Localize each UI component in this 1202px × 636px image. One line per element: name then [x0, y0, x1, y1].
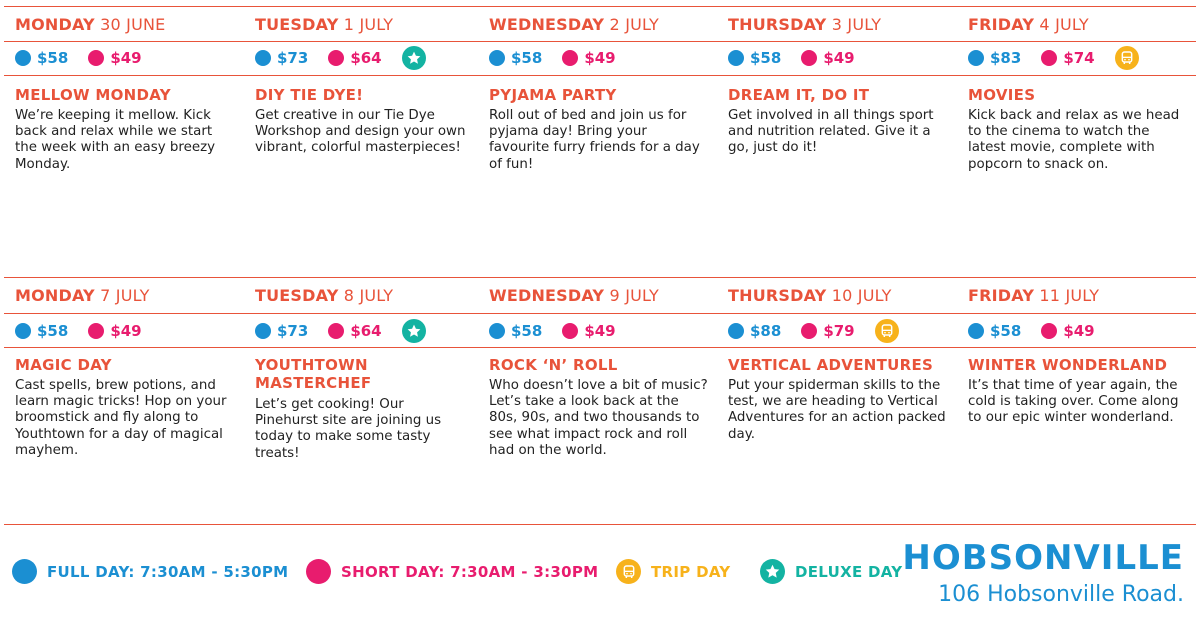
- activity-title: DREAM IT, DO IT: [728, 86, 870, 104]
- day-card: [244, 277, 478, 524]
- activity-description: Get creative in our Tie Dye Workshop and design your own vibrant, colorful masterpieces!: [255, 108, 466, 156]
- activity-description: Cast spells, brew potions, and learn magic tricks! Hop on your broomstick and fly along to Youthtown for a day of magical mayhem.: [15, 378, 227, 458]
- day-card: [717, 6, 957, 277]
- full-day-dot-icon: [489, 50, 505, 66]
- short-day-dot-icon: [328, 323, 344, 339]
- activity-title: MELLOW MONDAY: [15, 86, 171, 104]
- legend-deluxe-day: [760, 559, 902, 584]
- full-day-dot-icon: [12, 559, 37, 584]
- price-row: [255, 319, 426, 343]
- day-card: [717, 277, 957, 524]
- full-day-dot-icon: [15, 323, 31, 339]
- full-day-price: $58: [990, 322, 1022, 340]
- bus-icon: [616, 559, 641, 584]
- short-day-price: $49: [1063, 322, 1095, 340]
- day-heading: TUESDAY 1 JULY: [255, 15, 394, 34]
- week-1: [4, 6, 1196, 277]
- activity-description: Roll out of bed and join us for pyjama day! Bring your favourite furry friends for a day of fun!: [489, 108, 700, 172]
- short-day-dot-icon: [562, 323, 578, 339]
- activity-title: ROCK ‘N’ ROLL: [489, 356, 618, 374]
- activity-title: MOVIES: [968, 86, 1036, 104]
- day-heading: FRIDAY 11 JULY: [968, 286, 1100, 305]
- activity-description: We’re keeping it mellow. Kick back and relax while we start the week with an easy breezy Monday.: [15, 108, 216, 172]
- short-day-dot-icon: [1041, 50, 1057, 66]
- day-heading: TUESDAY 8 JULY: [255, 286, 394, 305]
- price-row: [255, 46, 426, 70]
- price-row: [15, 319, 162, 343]
- price-row: [728, 46, 875, 70]
- legend-full-day: [12, 559, 288, 584]
- full-day-price: $58: [750, 49, 782, 67]
- activity-description: Who doesn’t love a bit of music? Let’s take a look back at the 80s, 90s, and two thousands to see what impact rock and roll had on the world.: [489, 378, 708, 458]
- short-day-price: $64: [350, 322, 382, 340]
- day-heading: THURSDAY 3 JULY: [728, 15, 882, 34]
- legend-deluxe-day-label: DELUXE DAY: [795, 562, 903, 581]
- full-day-dot-icon: [255, 50, 271, 66]
- day-heading: MONDAY 7 JULY: [15, 286, 150, 305]
- activity-title: PYJAMA PARTY: [489, 86, 617, 104]
- activity-description: Get involved in all things sport and nutrition related. Give it a go, just do it!: [728, 108, 934, 156]
- short-day-price: $74: [1063, 49, 1095, 67]
- day-card: [957, 277, 1196, 524]
- activity-description: Kick back and relax as we head to the cinema to watch the latest movie, complete with popcorn to snack on.: [968, 108, 1180, 172]
- day-card: [4, 277, 244, 524]
- short-day-price: $49: [110, 49, 142, 67]
- legend-trip-day: [616, 559, 730, 584]
- bus-icon: [875, 319, 899, 343]
- legend-short-day: [306, 559, 598, 584]
- short-day-price: $49: [110, 322, 142, 340]
- short-day-dot-icon: [306, 559, 331, 584]
- full-day-price: $73: [277, 49, 309, 67]
- full-day-dot-icon: [255, 323, 271, 339]
- price-row: [489, 319, 636, 343]
- full-day-price: $88: [750, 322, 782, 340]
- short-day-price: $49: [584, 49, 616, 67]
- short-day-dot-icon: [88, 50, 104, 66]
- day-card: [478, 277, 717, 524]
- day-heading: THURSDAY 10 JULY: [728, 286, 892, 305]
- full-day-price: $58: [511, 49, 543, 67]
- activity-description: It’s that time of year again, the cold is taking over. Come along to our epic winter wonderland.: [968, 378, 1179, 426]
- location-address: 106 Hobsonville Road.: [938, 582, 1184, 607]
- short-day-dot-icon: [562, 50, 578, 66]
- star-icon: [760, 559, 785, 584]
- day-card: [244, 6, 478, 277]
- short-day-price: $79: [823, 322, 855, 340]
- day-heading: MONDAY 30 JUNE: [15, 15, 166, 34]
- short-day-price: $49: [823, 49, 855, 67]
- price-row: [728, 319, 899, 343]
- activity-description: Let’s get cooking! Our Pinehurst site are joining us today to make some tasty treats!: [255, 397, 442, 461]
- star-icon: [402, 319, 426, 343]
- full-day-dot-icon: [968, 323, 984, 339]
- short-day-price: $49: [584, 322, 616, 340]
- day-card: [4, 6, 244, 277]
- activity-title: YOUTHTOWN MASTERCHEF: [255, 356, 372, 392]
- week-2: [4, 277, 1196, 524]
- day-heading: WEDNESDAY 2 JULY: [489, 15, 659, 34]
- full-day-dot-icon: [728, 50, 744, 66]
- legend-short-day-label: SHORT DAY: 7:30AM - 3:30PM: [341, 562, 599, 581]
- activity-title: MAGIC DAY: [15, 356, 112, 374]
- full-day-dot-icon: [728, 323, 744, 339]
- short-day-dot-icon: [328, 50, 344, 66]
- activity-title: WINTER WONDERLAND: [968, 356, 1168, 374]
- legend-trip-day-label: TRIP DAY: [651, 562, 731, 581]
- full-day-price: $83: [990, 49, 1022, 67]
- price-row: [968, 46, 1139, 70]
- full-day-price: $58: [37, 322, 69, 340]
- day-heading: FRIDAY 4 JULY: [968, 15, 1089, 34]
- short-day-dot-icon: [88, 323, 104, 339]
- legend-full-day-label: FULL DAY: 7:30AM - 5:30PM: [47, 562, 289, 581]
- full-day-price: $58: [511, 322, 543, 340]
- full-day-dot-icon: [489, 323, 505, 339]
- activity-title: DIY TIE DYE!: [255, 86, 364, 104]
- full-day-dot-icon: [968, 50, 984, 66]
- location-name: HOBSONVILLE: [902, 538, 1184, 578]
- full-day-price: $58: [37, 49, 69, 67]
- price-row: [15, 46, 162, 70]
- full-day-price: $73: [277, 322, 309, 340]
- star-icon: [402, 46, 426, 70]
- day-card: [957, 6, 1196, 277]
- full-day-dot-icon: [15, 50, 31, 66]
- activity-title: VERTICAL ADVENTURES: [728, 356, 934, 374]
- day-card: [478, 6, 717, 277]
- short-day-dot-icon: [801, 50, 817, 66]
- short-day-dot-icon: [801, 323, 817, 339]
- activity-description: Put your spiderman skills to the test, we are heading to Vertical Adventures for an action packed day.: [728, 378, 946, 442]
- bus-icon: [1115, 46, 1139, 70]
- price-row: [968, 319, 1115, 343]
- price-row: [489, 46, 636, 70]
- short-day-price: $64: [350, 49, 382, 67]
- short-day-dot-icon: [1041, 323, 1057, 339]
- day-heading: WEDNESDAY 9 JULY: [489, 286, 659, 305]
- divider: [4, 524, 1196, 525]
